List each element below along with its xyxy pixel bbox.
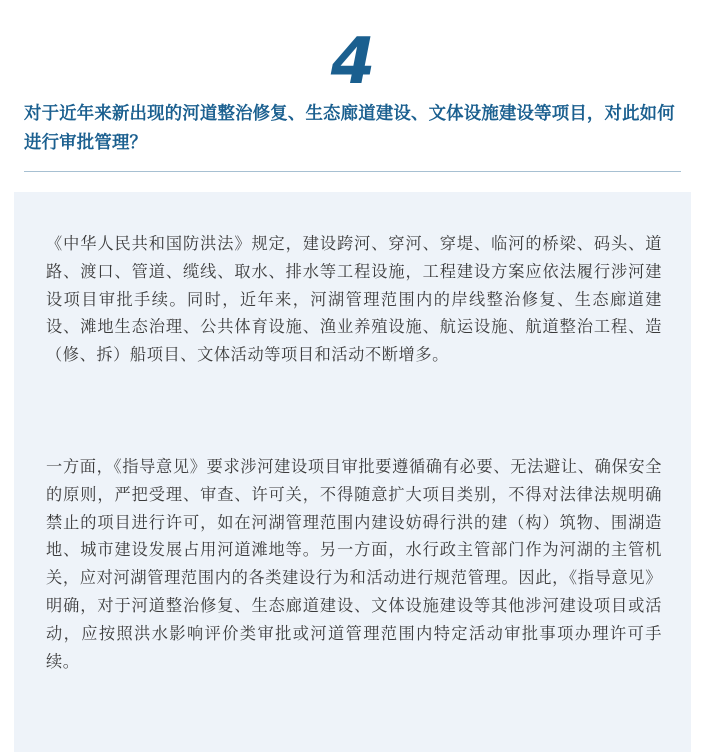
section-number: 4 [330, 25, 376, 99]
section-question: 对于近年来新出现的河道整治修复、生态廊道建设、文体设施建设等项目，对此如何进行审批管理？ [24, 104, 675, 153]
divider-line [24, 171, 681, 172]
answer-paragraph-2: 一方面，《指导意见》要求涉河建设项目审批要遵循确有必要、无法避让、确保安全的原则，严把受理、审查、许可关，不得随意扩大项目类别，不得对法律法规明确禁止的项目进行许可，如在河湖管理范围内建设妨碍行洪的建（构）筑物、围湖造地、城市建设发展占用河道滩地等。另一方面，水行政主管部门作为河湖的主管机关，应对河湖管理范围内的各类建设行为和活动进行规范管理。因此，《指导意见》明确，对于河道整治修复、生态廊道建设、文体设施建设等其他涉河建设项目或活动，应按照洪水影响评价类审批或河道管理范围内特定活动审批事项办理许可手续。 [46, 457, 662, 671]
answer-paragraph-1: 《中华人民共和国防洪法》规定，建设跨河、穿河、穿堤、临河的桥梁、码头、道路、渡口、管道、缆线、取水、排水等工程设施，工程建设方案应依法履行涉河建设项目审批手续。同时，近年来，河湖管理范围内的岸线整治修复、生态廊道建设、滩地生态治理、公共体育设施、渔业养殖设施、航运设施、航道整治工程、造（修、拆）船项目、文体活动等项目和活动不断增多。 [46, 234, 662, 365]
answer-box [14, 192, 691, 752]
